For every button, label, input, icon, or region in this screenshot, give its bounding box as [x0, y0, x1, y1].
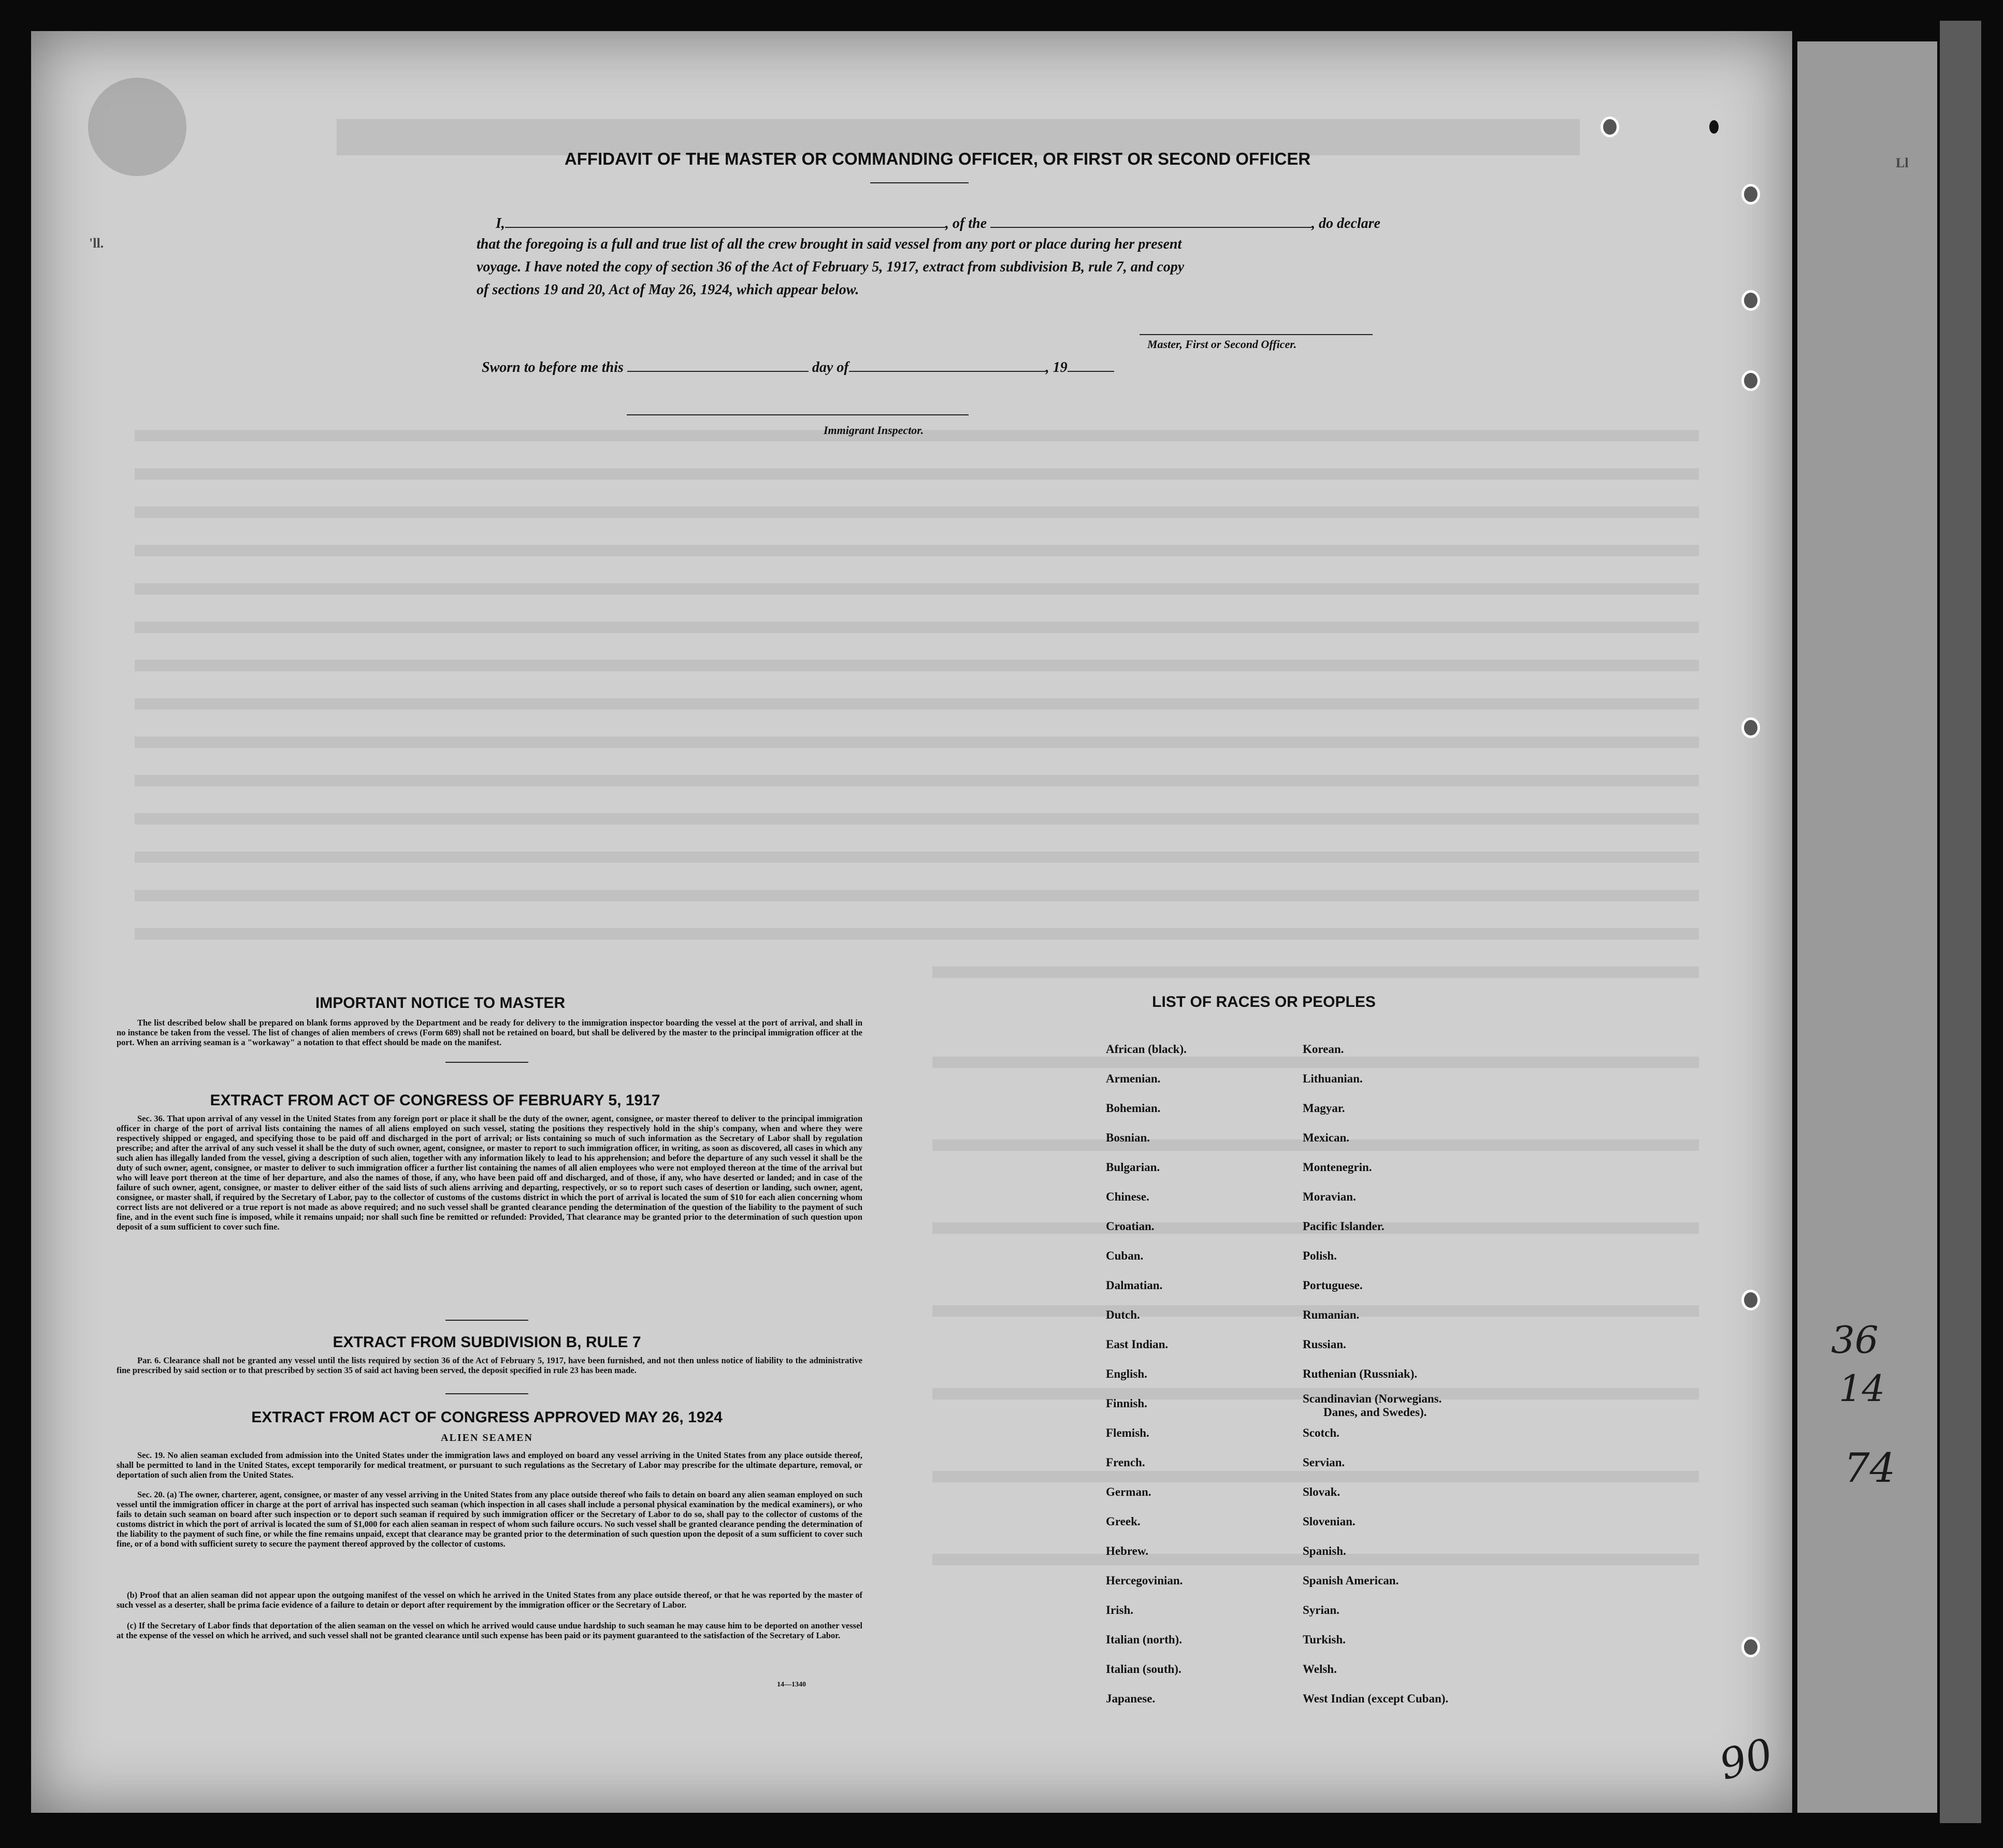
- race-item: Dalmatian.: [1106, 1279, 1163, 1292]
- left-margin-mark: 'll.: [89, 236, 104, 251]
- punch-hole: [1741, 1637, 1760, 1657]
- affidavit-i: I,: [496, 215, 505, 232]
- signature-label: Master, First or Second Officer.: [1147, 338, 1297, 351]
- extract-1917-rule: [445, 1320, 528, 1321]
- race-item: Japanese.: [1106, 1692, 1156, 1705]
- race-item: Bulgarian.: [1106, 1161, 1160, 1174]
- race-item: East Indian.: [1106, 1338, 1169, 1351]
- race-item: Mexican.: [1303, 1131, 1350, 1144]
- races-title: LIST OF RACES OR PEOPLES: [1152, 993, 1376, 1010]
- race-item: Slovak.: [1303, 1485, 1341, 1498]
- race-item: Ruthenian (Russniak).: [1303, 1367, 1418, 1380]
- race-item: Korean.: [1303, 1043, 1344, 1056]
- extract-1924-sec20b: (b) Proof that an alien seaman did not appear upon the outgoing manifest of the vessel on which he arrived in the United States from any place outside thereof, or that he was reported by the master of such vessel as a deserter, shall be prima facie evidence of a failure to detain or deport after requirement by the immigration officer or the Secretary of Labor.: [117, 1590, 862, 1610]
- form-number: 14—1340: [777, 1681, 806, 1688]
- rule7-rule: [445, 1393, 528, 1394]
- race-item: Russian.: [1303, 1338, 1346, 1351]
- race-item-label: Scandinavian (Norwegians.: [1303, 1392, 1442, 1405]
- signature-line: [1140, 334, 1373, 335]
- affidavit-line-1: [477, 213, 1409, 234]
- year-text: , 19: [1045, 359, 1068, 376]
- race-item: West Indian (except Cuban).: [1303, 1692, 1449, 1705]
- race-item: English.: [1106, 1367, 1147, 1380]
- notice-title: IMPORTANT NOTICE TO MASTER: [315, 994, 566, 1012]
- race-item: French.: [1106, 1456, 1145, 1469]
- race-item: African (black).: [1106, 1043, 1187, 1056]
- race-item: Pacific Islander.: [1303, 1220, 1385, 1233]
- notice-body: The list described below shall be prepared on blank forms approved by the Department and be ready for delivery to the immigration inspector boarding the vessel at the port of arrival, and shall in no instance be taken from the vessel. The list of changes of alien members of crews (Form 689) shall not be retained on board, but shall be delivered by the master to the principal immigration officer at the port. When an arriving seaman is a "workaway" a notation to that effect should be made on the manifest.: [117, 1018, 862, 1047]
- punch-hole: [1741, 290, 1760, 311]
- race-item: Chinese.: [1106, 1190, 1149, 1203]
- handwritten-note: 14: [1839, 1367, 1885, 1410]
- race-item: Italian (north).: [1106, 1633, 1182, 1646]
- punch-hole: [1601, 117, 1619, 137]
- race-item: Rumanian.: [1303, 1308, 1360, 1321]
- extract-1924-sec20: Sec. 20. (a) The owner, charterer, agent, consignee, or master of any vessel arriving in the United States from any place outside thereof who fails to detain on board any alien seaman employed on such vessel until the immigration officer in charge at the port of arrival has inspected such seaman (which inspection in all cases shall include a personal physical examination by the medical examiners), or who fails to detain such seaman on board after such inspection or to deport such seaman if required by such immigration officer or the Secretary of Labor to do so, shall pay to the collector of customs of the customs district in which the port of arrival is located the sum of $1,000 for each alien seaman in respect of whom such failure occurs. No such vessel shall be granted clearance pending the determination of the liability to the payment of such fine, or while the fine remains unpaid, except that clearance may be granted prior to the determination of such question upon the deposit of a sum sufficient to cover such fine, or of a bond with sufficient surety to secure the payment thereof approved by the collector of customs.: [117, 1490, 862, 1549]
- race-item: Syrian.: [1303, 1604, 1339, 1616]
- rule7-body: Par. 6. Clearance shall not be granted any vessel until the lists required by section 36 of the Act of February 5, 1917, have been furnished, and not then unless notice of liability to the administrative fine prescribed by said section or to that prescribed by section 35 of said act having been served, the deposit specified in rule 23 has been made.: [117, 1355, 862, 1375]
- race-item: Moravian.: [1303, 1190, 1356, 1203]
- extract-1917-body: Sec. 36. That upon arrival of any vessel in the United States from any foreign port or place it shall be the duty of the owner, agent, consignee, or master thereof to deliver to the principal immigration officer in charge of the port of arrival lists containing the names of all aliens employed on such vessel, stating the positions they respectively hold in the ship's company, when and where they were respectively shipped or engaged, and specifying those to be paid off and discharged in the port of arrival; or lists containing so much of such information as the Secretary of Labor shall by regulation prescribe; and after the arrival of any such vessel it shall be the duty of such owner, agent, consignee, or master to report to such immigration officer, in writing, as soon as discovered, all cases in which any such alien has illegally landed from the vessel, giving a description of such alien, together with any information likely to lead to his apprehension; and before the departure of any such vessel it shall be the duty of such owner, agent, consignee, or master to deliver to such immigration officer a further list containing the names of all alien employees who were not employed thereon at the time of the arrival but who will leave port thereon at the time of her departure, and also the names of those, if any, who have been paid off and discharged, and of those, if any, who have deserted or landed; and in case of the failure of such owner, agent, consignee, or master to deliver either of the said lists of such aliens arriving and departing, respectively, or so to report such cases of desertion or landing, such owner, agent, consignee, or master shall, if required by the Secretary of Labor, pay to the collector of customs of the customs district in which the port of arrival is located the sum of $10 for each alien concerning whom correct lists are not delivered or a true report is not made as above required; and no such vessel shall be granted clearance pending the determination of the question of the liability to the payment of such fine, and in the event such fine is imposed, while it remains unpaid; nor shall such fine be remitted or refunded: Provided, That clearance may be granted prior to the determination of such question upon deposit of a sum sufficient to cover such fine.: [117, 1114, 862, 1232]
- extract-1924-title: EXTRACT FROM ACT OF CONGRESS APPROVED MAY 26, 1924: [251, 1409, 723, 1426]
- race-item-scandinavian: [1303, 1392, 1442, 1419]
- title-rule: [870, 182, 969, 183]
- inspector-label: Immigrant Inspector.: [824, 424, 924, 437]
- rule7-title: EXTRACT FROM SUBDIVISION B, RULE 7: [333, 1334, 641, 1351]
- race-item: Scotch.: [1303, 1426, 1339, 1439]
- underlying-page-mark: Ll: [1896, 155, 1909, 170]
- affidavit-line-4: of sections 19 and 20, Act of May 26, 1924, which appear below.: [477, 282, 859, 298]
- race-item: Irish.: [1106, 1604, 1134, 1616]
- race-item: Welsh.: [1303, 1663, 1337, 1676]
- race-item-sublabel: Danes, and Swedes).: [1323, 1406, 1427, 1419]
- stamp-smudge: [88, 78, 186, 176]
- race-item: Slovenian.: [1303, 1515, 1356, 1528]
- extract-1917-title: EXTRACT FROM ACT OF CONGRESS OF FEBRUARY 5, 1917: [210, 1092, 660, 1109]
- race-item: Polish.: [1303, 1249, 1337, 1262]
- race-item: Finnish.: [1106, 1397, 1147, 1410]
- sworn-text: Sworn to before me this: [482, 359, 624, 376]
- sworn-line: [482, 357, 1414, 378]
- punch-hole: [1741, 184, 1760, 205]
- affidavit-of-the: , of the: [945, 215, 987, 232]
- race-item: Bohemian.: [1106, 1102, 1161, 1115]
- race-item: Hercegovinian.: [1106, 1574, 1183, 1587]
- handwritten-note: 90: [1714, 1729, 1778, 1789]
- inspector-line: [627, 414, 969, 415]
- race-item: Portuguese.: [1303, 1279, 1363, 1292]
- notice-rule: [445, 1062, 528, 1063]
- punch-hole: [1741, 1290, 1760, 1310]
- race-item: Croatian.: [1106, 1220, 1155, 1233]
- punch-hole: [1741, 717, 1760, 738]
- race-item: Montenegrin.: [1303, 1161, 1372, 1174]
- affidavit-line-2: that the foregoing is a full and true list of all the crew brought in said vessel from any port or place during her present: [477, 236, 1182, 252]
- race-item: German.: [1106, 1485, 1151, 1498]
- punch-hole: [1741, 370, 1760, 391]
- race-item: Armenian.: [1106, 1072, 1161, 1085]
- handwritten-note: 36: [1831, 1318, 1879, 1362]
- extract-1924-sec19: Sec. 19. No alien seaman excluded from admission into the United States under the immigration laws and employed on board any vessel arriving in the United States from any place outside thereof, shall be permitted to land in the United States, except temporarily for medical treatment, or pursuant to such regulations as the Secretary of Labor may prescribe for the ultimate departure, removal, or deportation of such alien from the United States.: [117, 1450, 862, 1480]
- race-item: Servian.: [1303, 1456, 1345, 1469]
- extract-1924-sec20c: (c) If the Secretary of Labor finds that deportation of the alien seaman on the vessel on which he arrived would cause undue hardship to such seaman he may cause him to be deported on another vessel at the expense of the vessel on which he arrived, and such vessel shall not be granted clearance until such expense has been paid or its payment guaranteed to the satisfaction of the Secretary of Labor.: [117, 1621, 862, 1640]
- race-item: Spanish.: [1303, 1544, 1346, 1557]
- race-item: Cuban.: [1106, 1249, 1144, 1262]
- affidavit-do-declare: , do declare: [1312, 215, 1380, 232]
- handwritten-note: 74: [1844, 1445, 1896, 1492]
- race-item: Bosnian.: [1106, 1131, 1150, 1144]
- race-item: Spanish American.: [1303, 1574, 1399, 1587]
- race-item: Turkish.: [1303, 1633, 1346, 1646]
- race-item: Greek.: [1106, 1515, 1141, 1528]
- binding-edge: [1940, 21, 1981, 1823]
- ink-dot: [1709, 120, 1719, 134]
- extract-1924-subtitle: ALIEN SEAMEN: [441, 1432, 533, 1443]
- day-of-text: day of: [812, 359, 849, 376]
- race-item: Flemish.: [1106, 1426, 1149, 1439]
- race-item: Hebrew.: [1106, 1544, 1148, 1557]
- underlying-page: [1797, 41, 1937, 1813]
- race-item: Lithuanian.: [1303, 1072, 1363, 1085]
- race-item: Italian (south).: [1106, 1663, 1181, 1676]
- affidavit-line-3: voyage. I have noted the copy of section 36 of the Act of February 5, 1917, extract from subdivision B, rule 7, and copy: [477, 259, 1185, 275]
- affidavit-title: AFFIDAVIT OF THE MASTER OR COMMANDING OFFICER, OR FIRST OR SECOND OFFICER: [564, 149, 1311, 168]
- race-item: Magyar.: [1303, 1102, 1345, 1115]
- race-item: Dutch.: [1106, 1308, 1140, 1321]
